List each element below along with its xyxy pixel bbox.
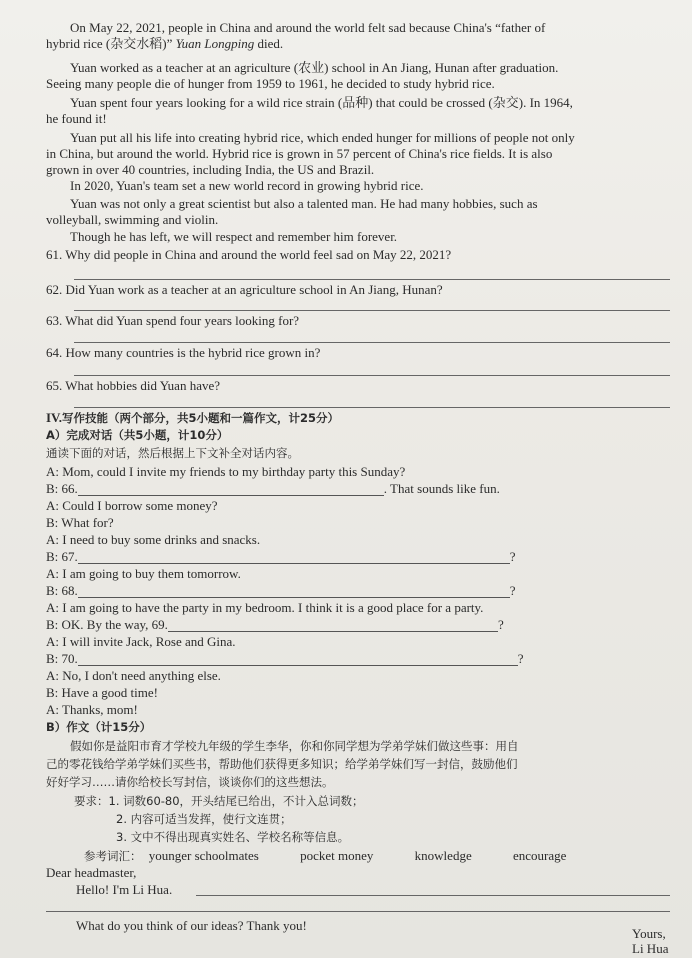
part-b-title: B）作文（计15分） — [46, 720, 152, 734]
passage-line: volleyball, swimming and violin. — [46, 212, 219, 227]
passage-line: Seeing many people die of hunger from 1959 to 1961, he decided to study hybrid rice. — [46, 76, 495, 91]
writing-line[interactable] — [46, 911, 670, 912]
passage-line: in China, but around the world. Hybrid rice is grown in 57 percent of China's rice fields. It is also — [46, 146, 553, 161]
passage-line: Yuan spent four years looking for a wild rice strain (品种) that could be crossed (杂交). In 1964, — [70, 95, 573, 110]
passage-line: Yuan worked as a teacher at an agriculture (农业) school in An Jiang, Hunan after graduation. — [70, 60, 559, 75]
dialogue-line: A: I need to buy some drinks and snacks. — [46, 532, 261, 547]
requirement-3: 3. 文中不得出现真实姓名、学校名称等信息。 — [116, 830, 350, 844]
letter-salutation: Dear headmaster, — [46, 865, 137, 880]
dialogue-line: B: Have a good time! — [46, 685, 158, 700]
answer-line-62[interactable] — [74, 310, 670, 311]
blank-68[interactable] — [78, 587, 510, 598]
part-a-title: A）完成对话（共5小题，计10分） — [46, 428, 229, 442]
answer-line-61[interactable] — [74, 279, 670, 280]
section-heading: IV.写作技能（两个部分，共5小题和一篇作文，计25分） — [46, 410, 340, 425]
question-64: 64. How many countries is the hybrid rice grown in? — [46, 345, 321, 360]
letter-sign-yours: Yours, — [632, 926, 666, 941]
part-b-prompt: 假如你是益阳市育才学校九年级的学生李华，你和你同学想为学弟学妹们做这些事：用自 — [70, 739, 519, 753]
blank-67[interactable] — [78, 553, 510, 564]
dialogue-line: A: No, I don't need anything else. — [46, 668, 221, 683]
passage-line: Yuan was not only a great scientist but also a talented man. He had many hobbies, such as — [70, 196, 538, 211]
passage-line: grown in over 40 countries, including India, the US and Brazil. — [46, 162, 375, 177]
dialogue-line: B: What for? — [46, 515, 114, 530]
dialogue-line: B: 70. ? — [46, 651, 524, 666]
dialogue-line: B: 68. ? — [46, 583, 516, 598]
dialogue-line: A: Thanks, mom! — [46, 702, 138, 717]
passage-line: Yuan put all his life into creating hybrid rice, which ended hunger for millions of people not only — [70, 130, 575, 145]
part-b-prompt: 己的零花钱给学弟学妹们买些书，帮助他们获得更多知识；给学弟学妹们写一封信，鼓励他们 — [46, 757, 518, 771]
blank-69[interactable] — [168, 621, 498, 632]
passage-line: In 2020, Yuan's team set a new world record in growing hybrid rice. — [70, 178, 424, 193]
requirement-2: 2. 内容可适当发挥，使行文连贯； — [116, 812, 292, 826]
answer-line-64[interactable] — [74, 375, 670, 376]
passage-line: hybrid rice (杂交水稻)” Yuan Longping died. — [46, 36, 284, 51]
dialogue-line: B: 67. ? — [46, 549, 516, 564]
part-b-prompt: 好好学习……请你给校长写封信，谈谈你们的这些想法。 — [46, 775, 334, 789]
dialogue-line: A: I will invite Jack, Rose and Gina. — [46, 634, 236, 649]
passage-line: Though he has left, we will respect and remember him forever. — [70, 229, 398, 244]
part-a-instruction: 通读下面的对话，然后根据上下文补全对话内容。 — [46, 446, 299, 460]
question-61: 61. Why did people in China and around the world feel sad on May 22, 2021? — [46, 247, 452, 262]
passage-line: On May 22, 2021, people in China and around the world felt sad because China's “father of — [70, 20, 546, 35]
writing-line[interactable] — [196, 895, 670, 896]
dialogue-line: A: I am going to buy them tomorrow. — [46, 566, 241, 581]
question-63: 63. What did Yuan spend four years looking for? — [46, 313, 300, 328]
letter-opening: Hello! I'm Li Hua. — [76, 882, 173, 897]
blank-66[interactable] — [78, 485, 384, 496]
question-65: 65. What hobbies did Yuan have? — [46, 378, 221, 393]
blank-70[interactable] — [78, 655, 518, 666]
dialogue-line: A: Mom, could I invite my friends to my birthday party this Sunday? — [46, 464, 406, 479]
requirement-1: 要求：1. 词数60-80，开头结尾已给出，不计入总词数； — [74, 794, 364, 808]
passage-line: he found it! — [46, 111, 107, 126]
letter-sign-name: Li Hua — [632, 941, 669, 956]
question-62: 62. Did Yuan work as a teacher at an agriculture school in An Jiang, Hunan? — [46, 282, 443, 297]
answer-line-63[interactable] — [74, 342, 670, 343]
letter-closing: What do you think of our ideas? Thank you! — [76, 918, 307, 933]
dialogue-line: B: OK. By the way, 69. ? — [46, 617, 504, 632]
answer-line-65[interactable] — [74, 407, 670, 408]
dialogue-line: B: 66. . That sounds like fun. — [46, 481, 500, 496]
dialogue-line: A: Could I borrow some money? — [46, 498, 218, 513]
vocab-list: 参考词汇： younger schoolmates pocket money knowledge encourage — [84, 848, 567, 863]
dialogue-line: A: I am going to have the party in my bedroom. I think it is a good place for a party. — [46, 600, 484, 615]
